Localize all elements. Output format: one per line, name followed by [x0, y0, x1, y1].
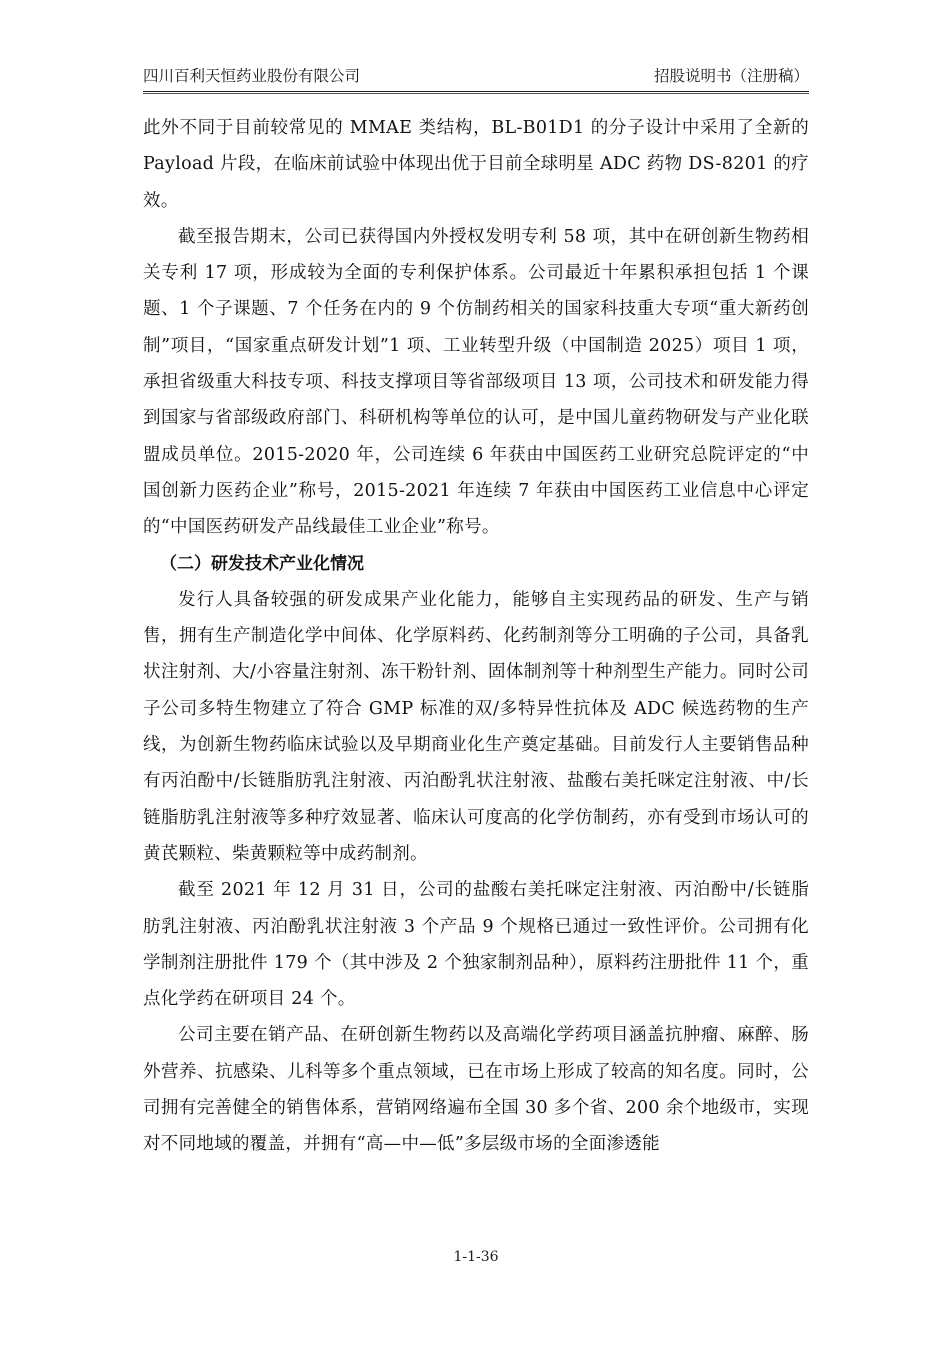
header-document-title: 招股说明书（注册稿） [653, 67, 809, 85]
header-rule-thin [143, 93, 809, 94]
paragraph-continued: 此外不同于目前较常见的 MMAE 类结构，BL-B01D1 的分子设计中采用了全新的 Payload 片段，在临床前试验中体现出优于目前全球明星 ADC 药物 DS-8201 的疗效。 [143, 118, 809, 211]
header-company-name: 四川百利天恒药业股份有限公司 [143, 67, 361, 85]
section-heading: （二）研发技术产业化情况 [160, 553, 364, 574]
paragraph-patents: 截至报告期末，公司已获得国内外授权发明专利 58 项，其中在研创新生物药相关专利 17 项，形成较为全面的专利保护体系。公司最近十年累积承担包括 1 个课题、1 个子课题、7 个任务在内的 9 个仿制药相关的国家科技重大专项“重大新药创制”项目，“国家重点研发计划”1 项、工业转型升级（中国制造 2025）项目 1 项，承担省级重大科技专项、科技支撑项目等省部级项目 13 项，公司技术和研发能力得到国家与省部级政府部门、科研机构等单位的认可，是中国儿童药物研发与产业化联盟成员单位。2015-2020 年，公司连续 6 年获由中国医药工业研究总院评定的“中国创新力医药企业”称号，2015-2021 年连续 7 年获由中国医药工业信息中心评定的“中国医药研发产品线最佳工业企业”称号。 [143, 226, 809, 538]
page-header [143, 64, 809, 88]
paragraph-industrialization: 发行人具备较强的研发成果产业化能力，能够自主实现药品的研发、生产与销售，拥有生产制造化学中间体、化学原料药、化药制剂等分工明确的子公司，具备乳状注射剂、大/小容量注射剂、冻干粉针剂、固体制剂等十种剂型生产能力。同时公司子公司多特生物建立了符合 GMP 标准的双/多特异性抗体及 ADC 候选药物的生产线，为创新生物药临床试验以及早期商业化生产奠定基础。目前发行人主要销售品种有丙泊酚中/长链脂肪乳注射液、丙泊酚乳状注射液、盐酸右美托咪定注射液、中/长链脂肪乳注射液等多种疗效显著、临床认可度高的化学仿制药，亦有受到市场认可的黄芪颗粒、柴黄颗粒等中成药制剂。 [143, 589, 809, 864]
paragraph-consistency-evaluation: 截至 2021 年 12 月 31 日，公司的盐酸右美托咪定注射液、丙泊酚中/长链脂肪乳注射液、丙泊酚乳状注射液 3 个产品 9 个规格已通过一致性评价。公司拥有化学制剂注册批件 179 个（其中涉及 2 个独家制剂品种），原料药注册批件 11 个，重点化学药在研项目 24 个。 [143, 880, 809, 1010]
page-number: 1-1-36 [453, 1249, 499, 1265]
paragraph-sales-network: 公司主要在销产品、在研创新生物药以及高端化学药项目涵盖抗肿瘤、麻醉、肠外营养、抗感染、儿科等多个重点领域，已在市场上形成了较高的知名度。同时，公司拥有完善健全的销售体系，营销网络遍布全国 30 多个省、200 余个地级市，实现对不同地域的覆盖，并拥有“高—中—低”多层级市场的全面渗透能 [143, 1025, 809, 1155]
header-rule [143, 91, 809, 92]
document-body [143, 110, 809, 1163]
